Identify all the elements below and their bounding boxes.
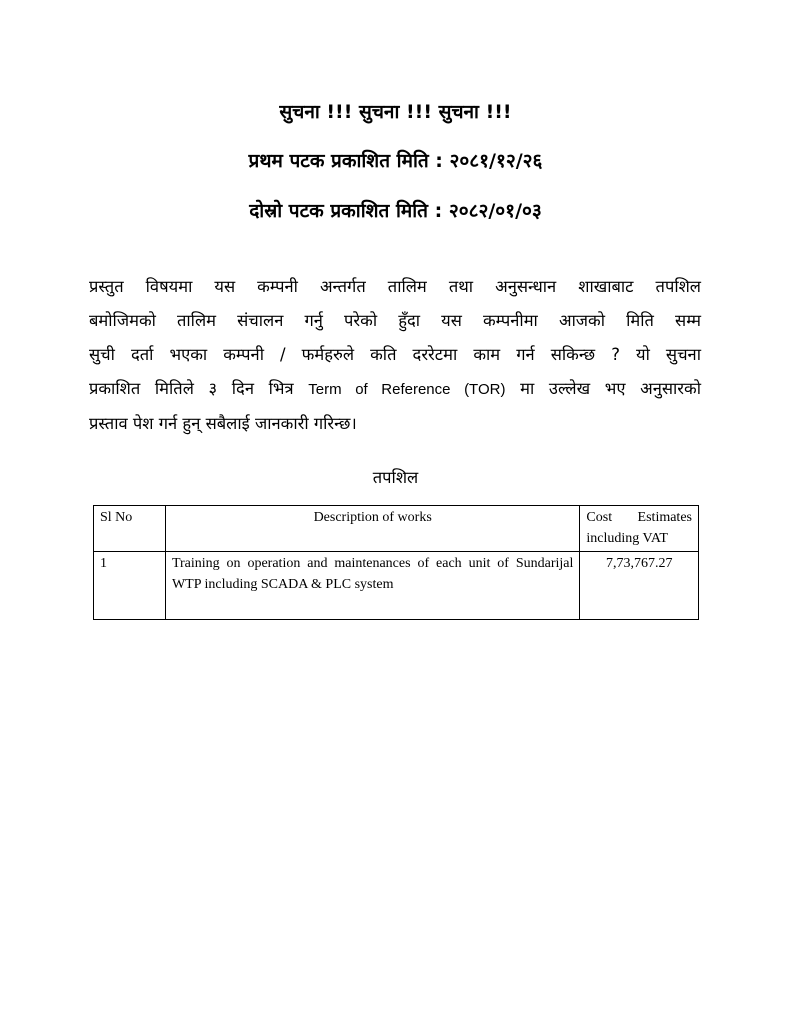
body-line-4-pre: प्रकाशित मितिले ३ दिन भित्र (89, 379, 294, 398)
table-row (94, 552, 699, 620)
tor-term: Term of Reference (TOR) (308, 381, 506, 398)
notice-title: सुचना !!! सुचना !!! सुचना !!! (279, 101, 512, 123)
body-line-3: सुची दर्ता भएका कम्पनी / फर्महरुले कति दररेटमा काम गर्न सकिन्छ ? यो सुचना (89, 345, 701, 364)
tapashil-heading: तपशिल (372, 468, 419, 487)
row-sl-no: 1 (94, 552, 166, 620)
body-line-2: बमोजिमको तालिम संचालन गर्नु परेको हुँदा यस कम्पनीमा आजको मिति सम्म (89, 311, 701, 330)
notice-body (89, 270, 701, 441)
header-sl-no: Sl No (94, 506, 166, 552)
header-cost-estimates: Cost Estimates including VAT (580, 506, 699, 552)
table-header-row (94, 506, 699, 552)
second-published-date: दोस्रो पटक प्रकाशित मिति : २०८२/०१/०३ (249, 200, 542, 222)
first-published-date: प्रथम पटक प्रकाशित मिति : २०८१/१२/२६ (248, 150, 543, 172)
body-line-5: प्रस्ताव पेश गर्न हुन् सबैलाई जानकारी गरिन्छ। (89, 414, 357, 433)
body-line-1: प्रस्तुत विषयमा यस कम्पनी अन्तर्गत तालिम तथा अनुसन्धान शाखाबाट तपशिल (89, 277, 701, 296)
header-description: Description of works (165, 506, 579, 552)
body-line-4-post: मा उल्लेख भए अनुसारको (520, 379, 701, 398)
row-cost: 7,73,767.27 (580, 552, 699, 620)
body-line-4 (89, 372, 701, 407)
works-table (93, 505, 699, 620)
row-description: Training on operation and maintenances of each unit of Sundarijal WTP including SCADA & PLC system (165, 552, 579, 620)
